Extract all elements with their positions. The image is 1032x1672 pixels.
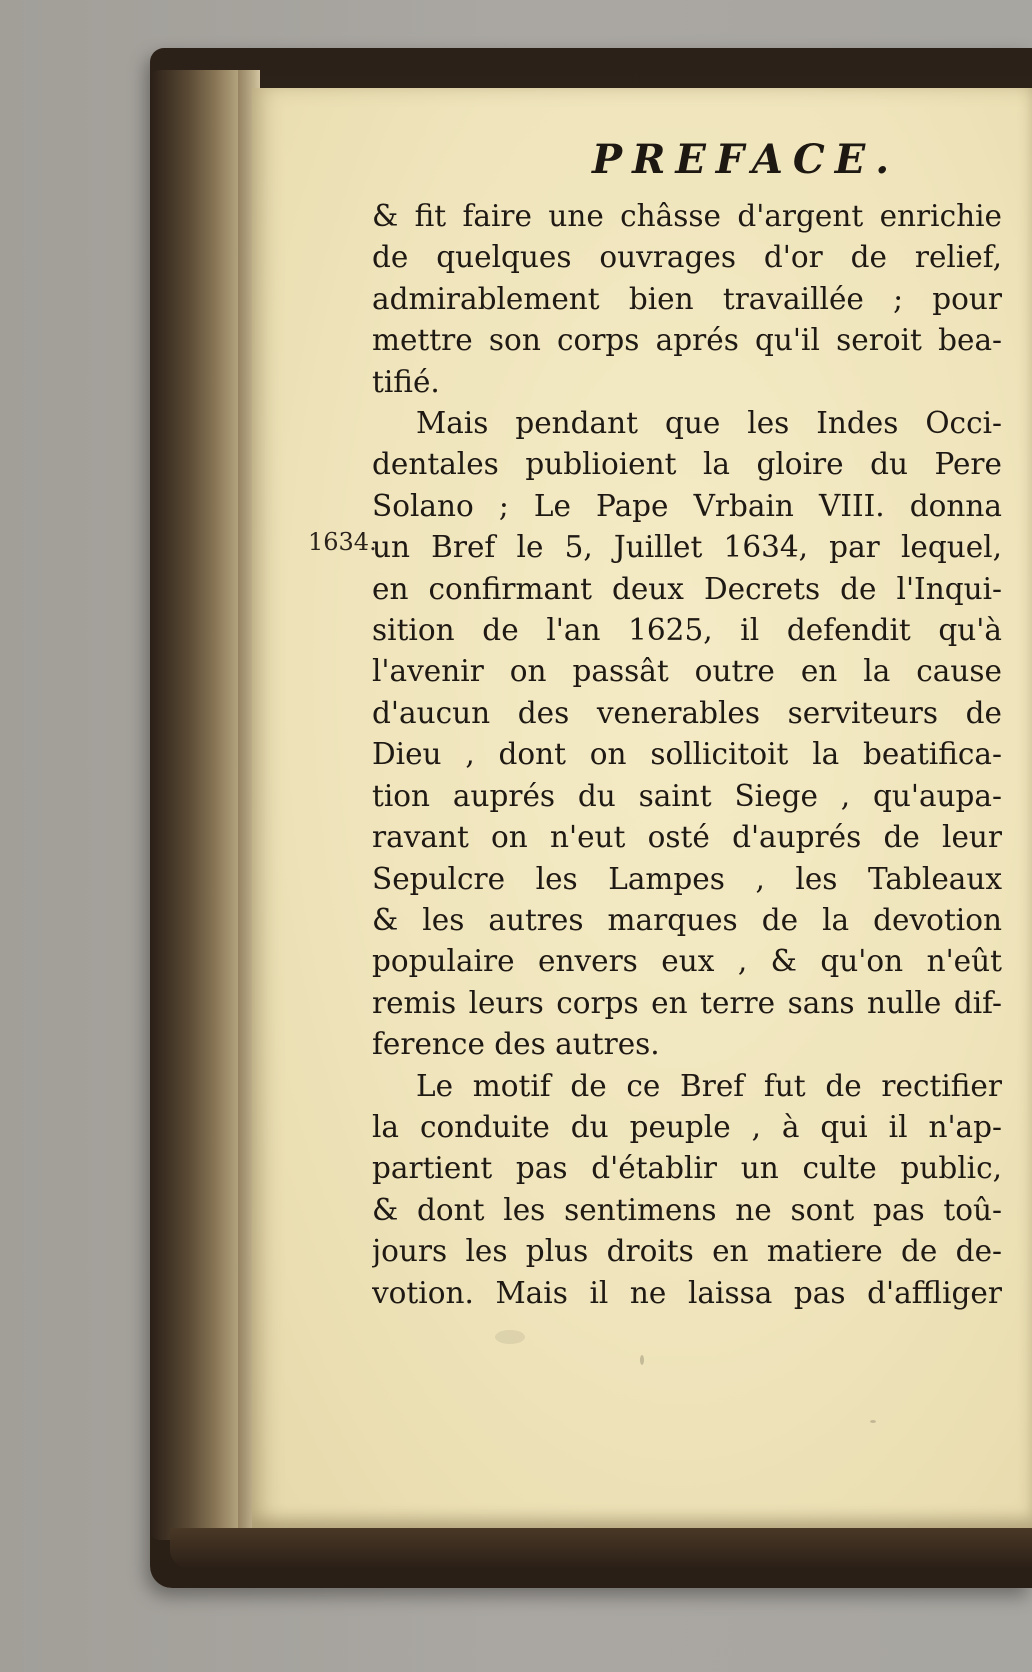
margin-date-note: 1634. [308, 528, 377, 556]
paper-speck [640, 1355, 644, 1365]
text-line: ference des autres. [372, 1027, 660, 1062]
text-line: remis leurs corps en terre sans nulle dif- [372, 985, 1002, 1020]
text-line: tifié. [372, 364, 440, 399]
paragraph-start-line: Mais pendant que les Indes Occi- [416, 406, 1002, 441]
text-line: Dieu , dont on sollicitoit la beatifica- [372, 737, 1002, 772]
text-line: Solano ; Le Pape Vrbain VIII. donna [372, 488, 1002, 523]
text-line: d'aucun des venerables serviteurs de [372, 695, 1002, 730]
text-line: mettre son corps aprés qu'il seroit bea- [372, 323, 1002, 358]
text-line: en confirmant deux Decrets de l'Inqui- [372, 571, 1002, 606]
text-line: & fit faire une châsse d'argent enrichie [372, 199, 1002, 233]
text-line: votion. Mais il ne laissa pas d'affliger [372, 1275, 1002, 1310]
text-line: & dont les sentimens ne sont pas toû- [372, 1192, 1002, 1227]
text-line: ravant on n'eut osté d'auprés de leur [372, 820, 1002, 855]
text-line: dentales publioient la gloire du Pere [372, 447, 1002, 482]
text-line: populaire envers eux , & qu'on n'eût [372, 944, 1002, 979]
text-line: admirablement bien travaillée ; pour [372, 281, 1002, 316]
text-line: la conduite du peuple , à qui il n'ap- [372, 1109, 1002, 1144]
text-line: & les autres marques de la devotion [372, 902, 1002, 937]
text-line: de quelques ouvrages d'or de relief, [372, 240, 1002, 275]
paragraph-start-line: Le motif de ce Bref fut de rectifier [416, 1068, 1002, 1103]
running-head: PREFACE. [592, 136, 900, 183]
paper-speck [495, 1330, 525, 1344]
book-bottom-edge [170, 1528, 1032, 1568]
paper-speck [870, 1420, 876, 1423]
text-line: Sepulcre les Lampes , les Tableaux [372, 861, 1002, 896]
text-line: partient pas d'établir un culte public, [372, 1151, 1002, 1186]
text-line: jours les plus droits en matiere de de- [372, 1234, 1002, 1269]
text-line: un Bref le 5, Juillet 1634, par lequel, [372, 530, 1002, 565]
page-body-text [372, 196, 1002, 1314]
text-line: l'avenir on passât outre en la cause [372, 654, 1002, 689]
text-line: tion auprés du saint Siege , qu'aupa- [372, 778, 1002, 813]
text-line: sition de l'an 1625, il defendit qu'à [372, 613, 1002, 648]
book-spine-edge [150, 70, 260, 1540]
